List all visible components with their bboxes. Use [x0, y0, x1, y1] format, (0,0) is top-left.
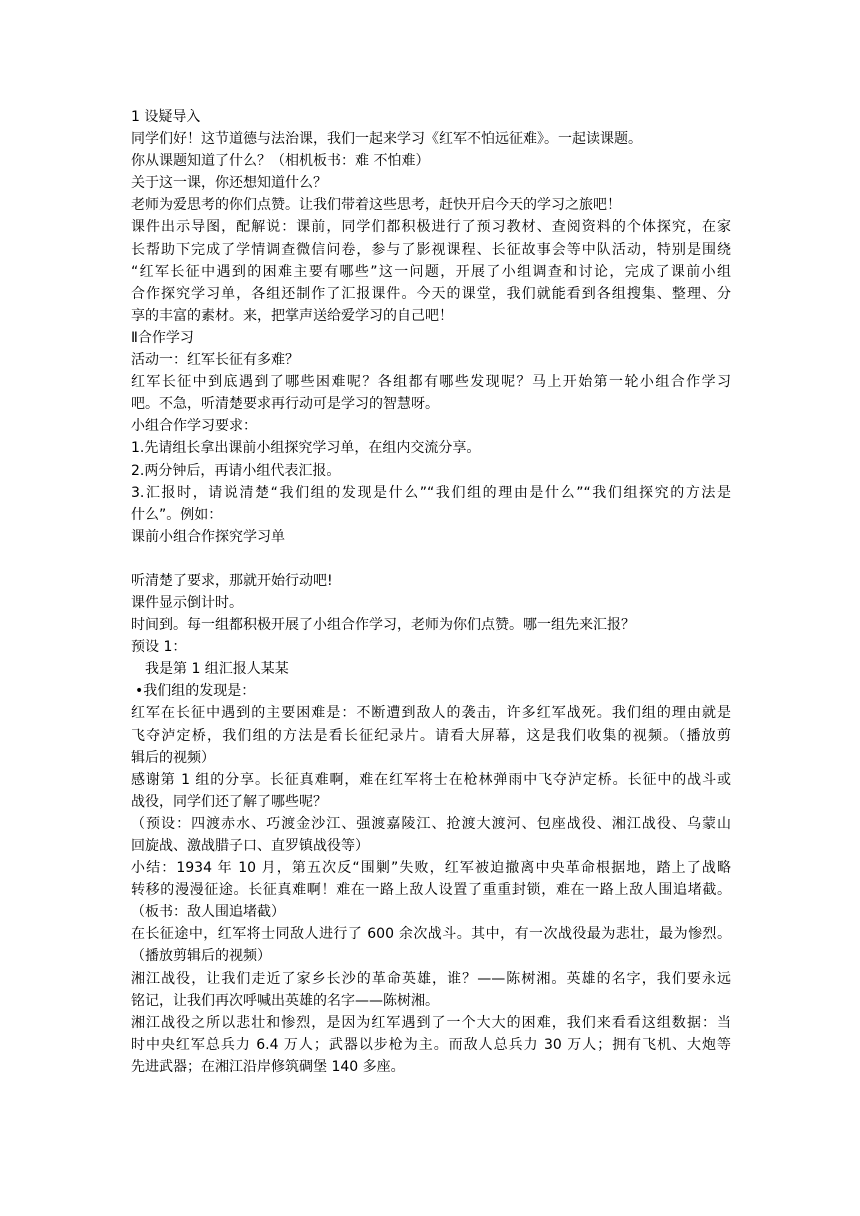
paragraph-line: 什么”。例如： [131, 506, 223, 523]
paragraph-line: 转移的漫漫征途。长征真难啊！难在一路上敌人设置了重重封锁，难在一路上敌人围追堵截。 [131, 882, 731, 899]
reporter-line: 我是第 1 组汇报人某某 [145, 661, 289, 678]
section-heading: 1 设疑导入 [131, 109, 201, 125]
paragraph-line: 小结：1934 年 10 月，第五次反“围剿”失败，红军被迫撤离中央革命根据地，踏上了战略 [131, 860, 731, 877]
paragraph-line: 先进武器；在湘江沿岸修筑碉堡 140 多座。 [131, 1058, 405, 1075]
paragraph-line: （播放剪辑后的视频） [131, 948, 271, 965]
paragraph-line: 老师为爱思考的你们点赞。让我们带着这些思考，赶快开启今天的学习之旅吧！ [131, 197, 621, 214]
paragraph-line: 飞夺泸定桥，我们组的方法是看长征纪录片。请看大屏幕，这是我们收集的视频。（播放剪 [131, 727, 731, 744]
paragraph-line: 战役，同学们还了解了哪些呢？ [131, 793, 327, 810]
section-heading: Ⅱ合作学习 [131, 329, 194, 346]
requirement-item: 3.汇报时，请说清楚“我们组的发现是什么”“我们组的理由是什么”“我们组探究的方法是 [131, 484, 731, 501]
paragraph-line: 你从课题知道了什么？（相机板书：难 不怕难） [131, 153, 430, 170]
paragraph-line: 同学们好！这节道德与法治课，我们一起来学习《红军不怕远征难》。一起读课题。 [131, 131, 642, 148]
paragraph-line: 时中央红军总兵力 6.4 万人；武器以步枪为主。而敌人总兵力 30 万人；拥有飞机、大炮等 [131, 1036, 731, 1053]
paragraph-line: 享的丰富的素材。来，把掌声送给爱学习的自己吧！ [131, 307, 453, 324]
paragraph-line: 湘江战役，让我们走近了家乡长沙的革命英雄，谁？——陈树湘。英雄的名字，我们要永远 [131, 970, 731, 987]
bullet-line: •我们组的发现是： [135, 683, 256, 700]
paragraph-line: 合作探究学习单，各组还制作了汇报课件。今天的课堂，我们就能看到各组搜集、整理、分 [131, 285, 731, 302]
paragraph-line: （预设：四渡赤水、巧渡金沙江、强渡嘉陵江、抢渡大渡河、包座战役、湘江战役、乌蒙山 [131, 815, 731, 832]
activity-heading: 活动一：红军长征有多难？ [131, 352, 299, 369]
paragraph-line: 感谢第 1 组的分享。长征真难啊，难在红军将士在枪林弹雨中飞夺泸定桥。长征中的战斗或 [131, 771, 731, 788]
paragraph-line: 课件出示导图，配解说：课前，同学们都积极进行了预习教材、查阅资料的个体探究，在家 [131, 219, 731, 236]
paragraph-line: 红军在长征中遇到的主要困难是：不断遭到敌人的袭击，许多红军战死。我们组的理由就是 [131, 705, 731, 722]
paragraph-line: 长帮助下完成了学情调查微信问卷，参与了影视课程、长征故事会等中队活动，特别是围绕 [131, 241, 731, 258]
blank-line [131, 548, 731, 570]
paragraph-line: 时间到。每一组都积极开展了小组合作学习，老师为你们点赞。哪一组先来汇报？ [131, 617, 635, 634]
paragraph-line: 在长征途中，红军将士同敌人进行了 600 余次战斗。其中，有一次战役最为悲壮，最为惨烈。 [131, 926, 731, 943]
paragraph-line: 辑后的视频） [131, 749, 215, 766]
paragraph-line: 回旋战、激战腊子口、直罗镇战役等） [131, 838, 369, 854]
blackboard-note: （板书：敌人围追堵截） [131, 904, 285, 921]
paragraph-line: 铭记，让我们再次呼喊出英雄的名字——陈树湘。 [131, 992, 439, 1009]
preset-label: 预设 1： [131, 639, 187, 656]
paragraph-line: 听清楚了要求，那就开始行动吧! [131, 572, 333, 589]
requirement-item: 1.先请组长拿出课前小组探究学习单，在组内交流分享。 [131, 440, 481, 457]
requirement-item: 2.两分钟后，再请小组代表汇报。 [131, 462, 341, 479]
paragraph-line: 吧。不急，听清楚要求再行动可是学习的智慧呀。 [131, 396, 439, 413]
worksheet-title: 课前小组合作探究学习单 [131, 528, 285, 545]
paragraph-line: “红军长征中遇到的困难主要有哪些”这一问题，开展了小组调查和讨论，完成了课前小组 [131, 263, 731, 280]
paragraph-line: 湘江战役之所以悲壮和惨烈，是因为红军遇到了一个大大的困难，我们来看看这组数据：当 [131, 1014, 731, 1031]
paragraph-line: 关于这一课，你还想知道什么？ [131, 175, 327, 192]
document-page [131, 106, 731, 1078]
paragraph-line: 课件显示倒计时。 [131, 594, 243, 611]
paragraph-line: 红军长征中到底遇到了哪些困难呢？各组都有哪些发现呢？马上开始第一轮小组合作学习 [131, 374, 731, 391]
requirements-heading: 小组合作学习要求： [131, 418, 257, 435]
